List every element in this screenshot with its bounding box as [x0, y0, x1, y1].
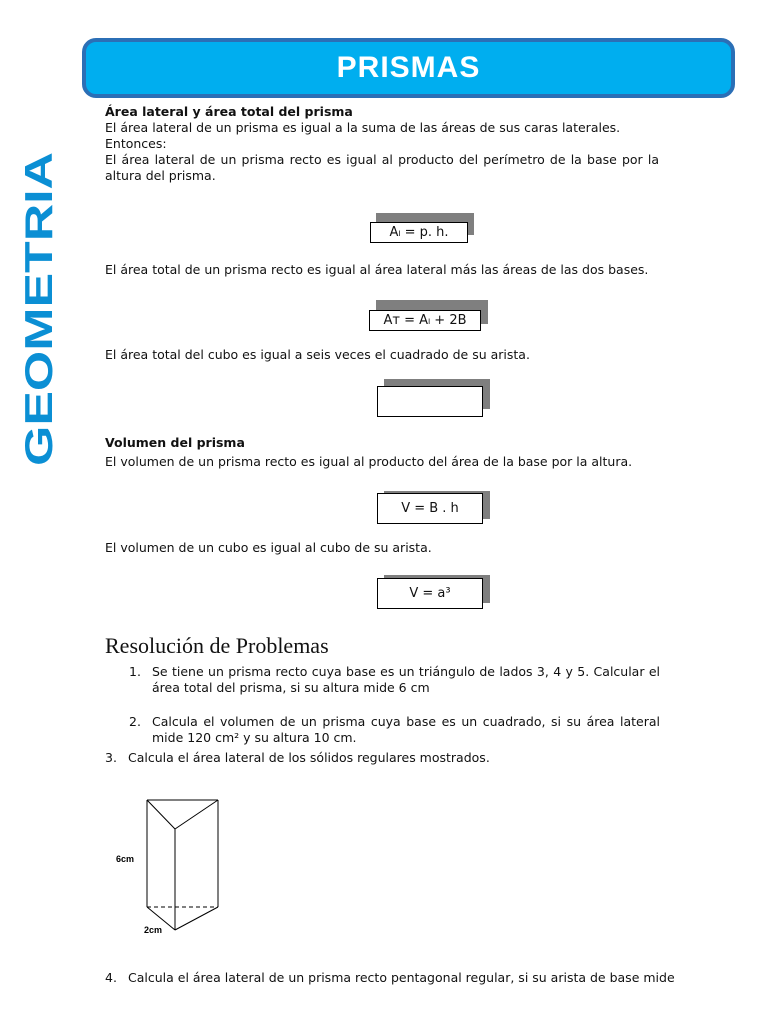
paragraph: El área total de un prisma recto es igual al área lateral más las áreas de las dos bases.	[105, 262, 649, 277]
paragraph: El área lateral de un prisma es igual a la suma de las áreas de sus caras laterales.	[105, 120, 621, 135]
figure-edge	[175, 907, 218, 930]
paragraph: El área lateral de un prisma recto es igual al producto del perímetro de la base por la altura del prisma.	[105, 152, 659, 183]
formula-cube-volume	[377, 578, 483, 609]
problem-text: Calcula el volumen de un prisma cuya base es un cuadrado, si su área lateral mide 120 cm² y su altura 10 cm.	[152, 714, 660, 745]
paragraph: El área total del cubo es igual a seis veces el cuadrado de su arista.	[105, 347, 530, 362]
formula-prism-volume	[377, 493, 483, 524]
formula-text: Aᴛ = Aₗ + 2B	[383, 313, 467, 328]
problem-number: 1.	[129, 664, 141, 679]
formula-total-area	[369, 310, 481, 331]
content	[105, 104, 659, 184]
problem-number: 2.	[129, 714, 141, 729]
side-label	[18, 150, 61, 466]
problem-number: 3.	[105, 750, 117, 765]
figure-edge	[147, 800, 175, 829]
section-heading-volume	[105, 435, 665, 451]
formula-cube-area	[377, 386, 483, 417]
formula-text: V = B . h	[401, 501, 459, 516]
page-title: PRISMAS	[336, 51, 481, 84]
figure-edge	[175, 800, 218, 829]
problem-text: Calcula el área lateral de los sólidos regulares mostrados.	[128, 750, 490, 765]
formula-text: V = a³	[409, 586, 451, 601]
paragraph: Entonces:	[105, 136, 167, 151]
side-label-text: GEOMETRIA	[18, 229, 61, 466]
problem-text: Calcula el área lateral de un prisma recto pentagonal regular, si su arista de base mide	[128, 970, 675, 985]
title-banner	[82, 38, 735, 98]
section-heading-lateral: Área lateral y área total del prisma	[105, 104, 353, 119]
section-heading-text: Volumen del prisma	[105, 435, 245, 450]
triangular-prism-figure	[110, 792, 230, 942]
formula-text: Aₗ = p. h.	[389, 225, 449, 240]
problems-title: Resolución de Problemas	[105, 633, 329, 658]
problem-number: 4.	[105, 970, 117, 985]
formula-lateral-area	[370, 222, 468, 243]
figure-height-label: 6cm	[116, 854, 135, 864]
paragraph: El volumen de un prisma recto es igual al producto del área de la base por la altura.	[105, 454, 633, 469]
figure-base-label: 2cm	[144, 925, 163, 935]
paragraph: El volumen de un cubo es igual al cubo de su arista.	[105, 540, 432, 555]
problem-text: Se tiene un prisma recto cuya base es un triángulo de lados 3, 4 y 5. Calcular el área total del prisma, si su altura mide 6 cm	[152, 664, 660, 695]
